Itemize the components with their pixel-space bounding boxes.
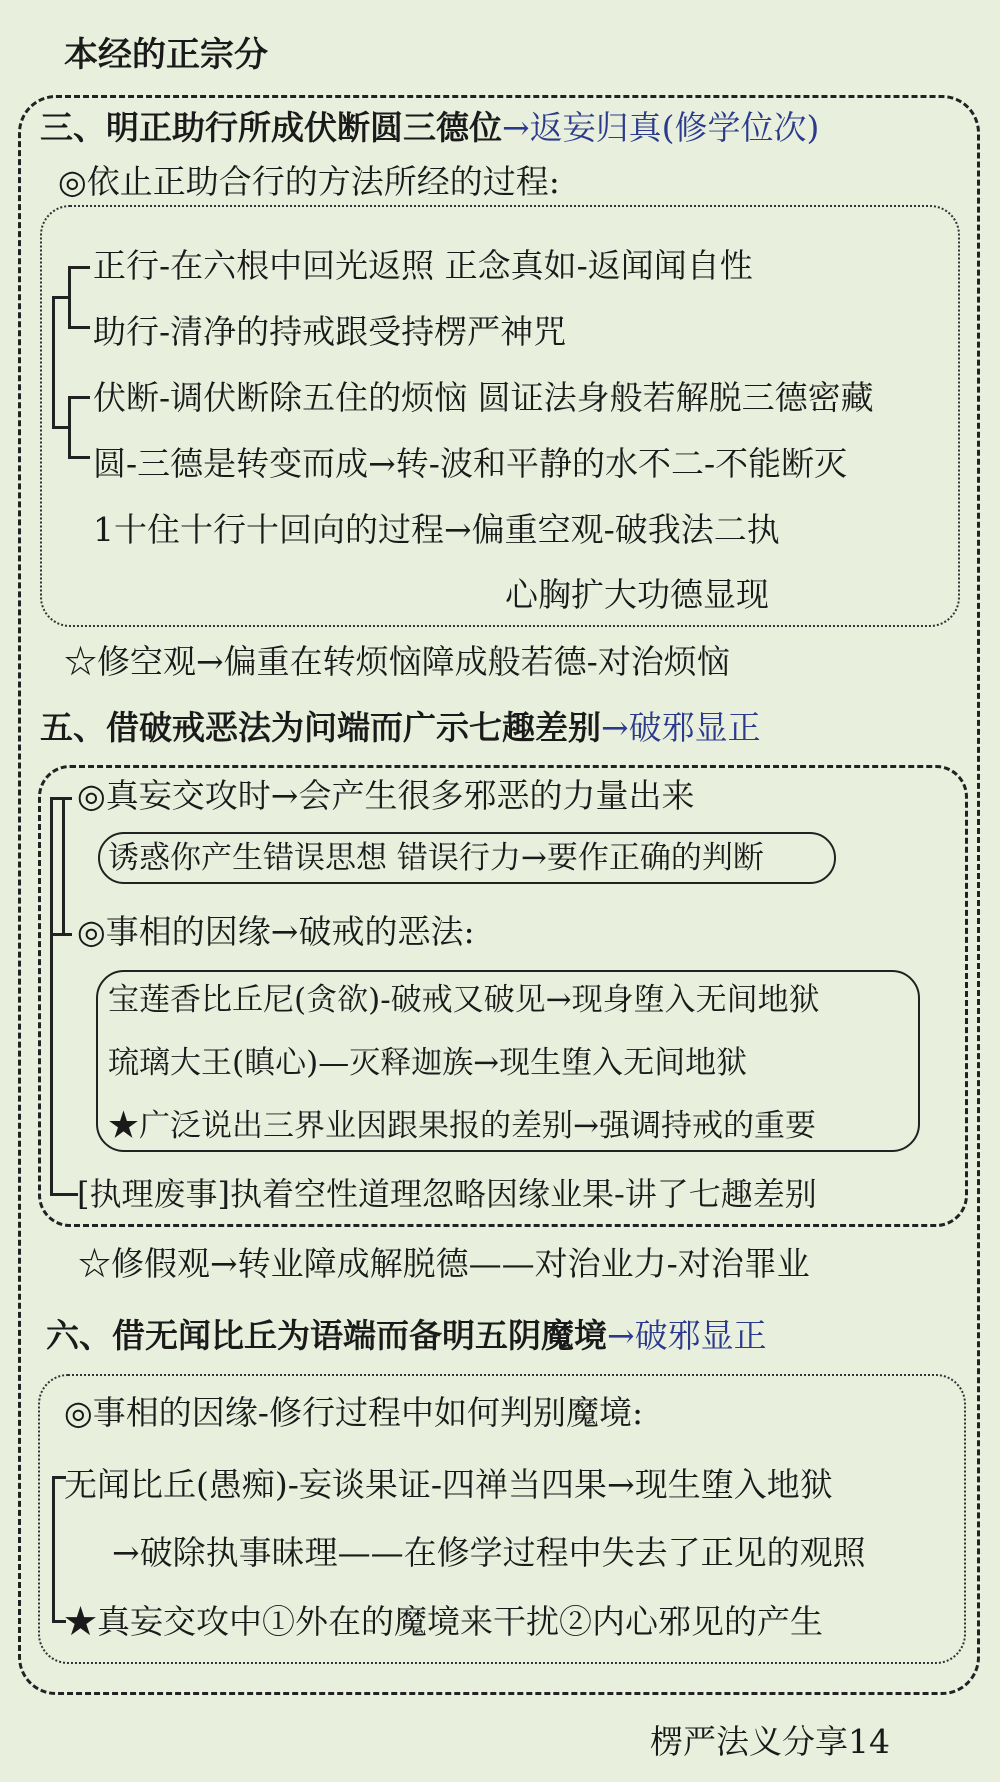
section6-heading-suffix: →破邪显正: [607, 1316, 767, 1355]
section6-heading: 六、借无闻比丘为语端而备明五阴魔境: [46, 1316, 607, 1355]
section5-bracket-bottom: [50, 1193, 78, 1196]
section3-item-yuan: 圆-三德是转变而成→转-波和平静的水不二-不能断灭: [93, 444, 848, 483]
section5-inner-bracket: [62, 797, 65, 933]
section6-bracket: [52, 1476, 55, 1620]
section5-line2: ◎事相的因缘→破戒的恶法:: [77, 912, 475, 951]
section3-item-zhuxing: 助行-清净的持戒跟受持楞严神咒: [93, 312, 567, 351]
section5-oval-text: 诱惑你产生错误思想 错误行力→要作正确的判断: [108, 840, 764, 876]
bracket-2-top: [68, 396, 90, 399]
section5-line1: ◎真妄交攻时→会产生很多邪恶的力量出来: [77, 776, 695, 815]
section5-bracket-mid: [50, 933, 72, 936]
section5-bracket: [50, 797, 53, 1193]
section5-line3: [执理废事]执着空性道理忽略因缘业果-讲了七趣差别: [77, 1175, 817, 1213]
bracket-outer: [52, 296, 55, 426]
section6-item-zhenwang: ★真妄交攻中①外在的魔境来干扰②内心邪见的产生: [64, 1602, 823, 1641]
section6-item-wuwen: 无闻比丘(愚痴)-妄谈果证-四禅当四果→现生堕入地狱: [64, 1465, 833, 1504]
section5-example-baolian: 宝莲香比丘尼(贪欲)-破戒又破见→现身堕入无间地狱: [108, 982, 820, 1018]
section5-bracket-top: [50, 797, 72, 800]
section6-item-pochu: →破除执事昧理——在修学过程中失去了正见的观照: [112, 1533, 866, 1572]
bracket-2: [68, 396, 71, 456]
section3-item-shizhu: 1十住十行十回向的过程→偏重空观-破我法二执: [93, 510, 780, 549]
section5-example-guangfan: ★广泛说出三界业因跟果报的差别→强调持戒的重要: [108, 1108, 816, 1144]
footer-caption: 楞严法义分享14: [650, 1722, 890, 1761]
section5-heading-row: [40, 708, 761, 748]
section3-subheading: ◎依止正助合行的方法所经的过程:: [58, 162, 560, 201]
section5-note: ☆修假观→转业障成解脱德——对治业力-对治罪业: [78, 1244, 810, 1283]
bracket-1-top: [68, 266, 90, 269]
section3-note: ☆修空观→偏重在转烦恼障成般若德-对治烦恼: [64, 642, 730, 681]
section3-item-zhengxing: 正行-在六根中回光返照 正念真如-返闻闻自性: [93, 246, 753, 285]
section5-heading-suffix: →破邪显正: [601, 708, 761, 747]
bracket-1-bottom: [68, 326, 90, 329]
section3-item-fuduan: 伏断-调伏断除五住的烦恼 圆证法身般若解脱三德密藏: [93, 378, 874, 417]
section6-heading-row: [46, 1316, 767, 1356]
section3-item-xinxiong: 心胸扩大功德显现: [505, 575, 769, 614]
section3-heading: 三、明正助行所成伏断圆三德位: [40, 108, 502, 147]
section6-subheading: ◎事相的因缘-修行过程中如何判别魔境:: [64, 1393, 644, 1432]
section3-heading-suffix: →返妄归真(修学位次): [502, 108, 820, 147]
bracket-2-bottom: [68, 456, 90, 459]
page-title: 本经的正宗分: [64, 35, 268, 75]
section3-heading-row: [40, 108, 819, 148]
section5-example-liuli: 琉璃大王(瞋心)—灭释迦族→现生堕入无间地狱: [108, 1045, 748, 1081]
section5-heading: 五、借破戒恶法为问端而广示七趣差别: [40, 708, 601, 747]
